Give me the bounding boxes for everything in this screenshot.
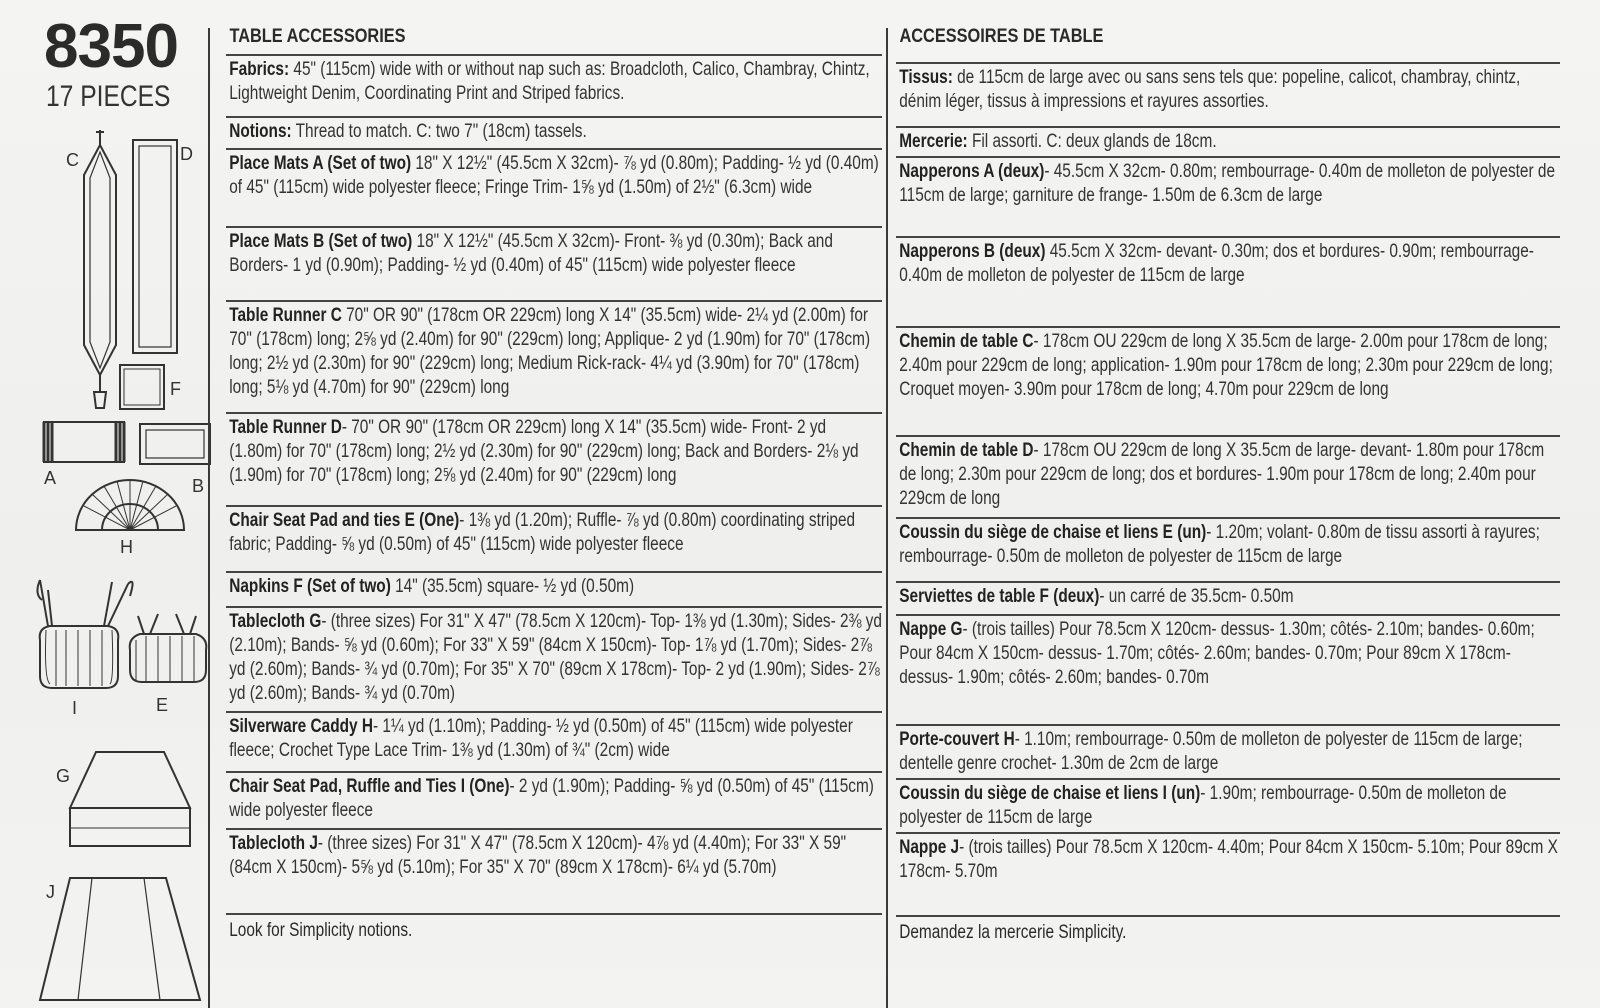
french-section-text: - un carré de 35.5cm- 0.50m: [1099, 586, 1294, 607]
silverware-caddy-h-drawing: [76, 480, 184, 530]
french-section-text: - 178cm OU 229cm de long X 35.5cm de large- devant- 1.80m pour 178cm de long; 2.30m pour 229cm de long; dos et bordures- 1.90m pour 178cm de long; 2.40m pour 229cm de long: [899, 440, 1545, 509]
english-section-text: - 1¼ yd (1.10m); Padding- ½ yd (0.50m) of 45" (115cm) wide polyester fleece; Crochet Type Lace Trim- 1⅜ yd (1.30m) of ¾" (2cm) wide: [229, 716, 853, 761]
english-section-text: - (three sizes) For 31" X 47" (78.5cm X 120cm)- Top- 1⅜ yd (1.30m); Sides- 2⅜ yd (2.10m); Bands- ⅝ yd (0.60m); For 33" X 59" (84cm X 150cm)- Top- 1⅞ yd (1.70m); Sides- 2⅞ yd (2.60m); Bands- ¾ yd (0.70m); For 35" X 70" (89cm X 178cm)- Top- 2 yd (1.90m); Sides- 2⅞ yd (2.60m); Bands- ¾ yd (0.70m): [229, 611, 882, 704]
english-section-heading: Notions:: [229, 121, 292, 142]
label-b: B: [192, 476, 205, 496]
english-footer-text: Look for Simplicity notions.: [229, 920, 413, 941]
french-section-heading: Chemin de table C: [899, 331, 1034, 352]
left-column: [0, 0, 214, 1008]
english-section-text: 45" (115cm) wide with or without nap such as: Broadcloth, Calico, Chambray, Chintz, Lightweight Denim, Coordinating Print and Striped fabrics.: [229, 59, 870, 104]
english-column: [226, 20, 882, 941]
english-section-text: 18" X 12½" (45.5cm X 32cm)- ⅞ yd (0.80m); Padding- ½ yd (0.40m) of 45" (115cm) wide polyester fleece; Fringe Trim- 1⅝ yd (1.50m) of 2½" (6.3cm) wide: [229, 153, 879, 198]
french-section-text: - (trois tailles) Pour 78.5cm X 120cm- 4.40m; Pour 84cm X 150cm- 5.10m; Pour 89cm X 178cm- 5.70m: [899, 837, 1558, 882]
label-c: C: [66, 150, 79, 170]
french-column: [896, 20, 1560, 943]
french-section-5: [896, 326, 1560, 437]
english-section-10: [226, 711, 882, 773]
french-section-heading: Coussin du siège de chaise et liens I (un): [899, 783, 1201, 804]
english-section-heading: Chair Seat Pad and ties E (One): [229, 510, 460, 531]
french-section-heading: Chemin de table D: [899, 440, 1034, 461]
seat-pad-i-drawing: [37, 580, 132, 688]
pieces-count: 17 PIECES: [46, 80, 171, 113]
english-section-text: - 2 yd (1.90m); Padding- ⅝ yd (0.50m) of 45" (115cm) wide polyester fleece: [229, 776, 874, 821]
english-section-heading: Tablecloth G: [229, 611, 322, 632]
english-section-12: [226, 828, 882, 915]
label-g: G: [56, 766, 71, 786]
french-section-7: [896, 517, 1560, 583]
english-section-2: [226, 116, 882, 150]
tablecloth-g-drawing: [70, 752, 190, 846]
english-section-1: [226, 54, 882, 118]
english-section-heading: Place Mats A (Set of two): [229, 153, 412, 174]
label-d: D: [180, 144, 193, 164]
french-section-heading: Mercerie:: [899, 131, 968, 152]
french-section-12: [896, 832, 1560, 917]
french-title: ACCESSOIRES DE TABLE: [899, 26, 1104, 47]
english-section-heading: Chair Seat Pad, Ruffle and Ties I (One): [229, 776, 510, 797]
english-section-heading: Fabrics:: [229, 59, 290, 80]
english-section-11: [226, 771, 882, 830]
english-section-heading: Tablecloth J: [229, 833, 318, 854]
french-section-heading: Nappe G: [899, 619, 963, 640]
french-section-heading: Coussin du siège de chaise et liens E (un): [899, 522, 1207, 543]
french-section-8: [896, 581, 1560, 616]
seat-pad-e-drawing: [130, 614, 207, 682]
left-divider: [208, 28, 210, 1008]
table-runner-c-drawing: [84, 130, 116, 408]
label-a: A: [44, 468, 57, 488]
label-i: I: [72, 698, 78, 718]
english-section-text: 18" X 12½" (45.5cm X 32cm)- Front- ⅜ yd (0.30m); Back and Borders- 1 yd (0.90m); Padding- ½ yd (0.40m) of 45" (115cm) wide polyester fleece: [229, 231, 833, 276]
line-drawings: [0, 0, 214, 1008]
english-section-5: [226, 300, 882, 414]
french-section-2: [896, 126, 1560, 158]
english-footer-note: [226, 913, 882, 943]
french-section-text: - 1.20m; volant- 0.80m de tissu assorti à rayures; rembourrage- 0.50m de molleton de polyester de 115cm de large: [899, 522, 1540, 567]
french-footer-note: [896, 915, 1560, 945]
french-section-10: [896, 724, 1560, 780]
english-section-heading: Table Runner D: [229, 417, 342, 438]
french-section-11: [896, 778, 1560, 834]
french-section-text: 45.5cm X 32cm- devant- 0.30m; dos et bordures- 0.90m; rembourrage- 0.40m de molleton de polyester de 115cm de large: [899, 241, 1534, 286]
english-section-text: - 1⅜ yd (1.20m); Ruffle- ⅞ yd (0.80m) coordinating striped fabric; Padding- ⅝ yd (0.50m) of 45" (115cm) wide polyester fleece: [229, 510, 856, 555]
french-section-heading: Napperons A (deux): [899, 161, 1045, 182]
label-e: E: [156, 695, 169, 715]
english-section-3: [226, 148, 882, 228]
label-h: H: [120, 537, 133, 557]
english-section-text: 14" (35.5cm) square- ½ yd (0.50m): [390, 576, 635, 597]
english-section-heading: Silverware Caddy H: [229, 716, 373, 737]
french-section-heading: Serviettes de table F (deux): [899, 586, 1100, 607]
french-section-text: - 45.5cm X 32cm- 0.80m; rembourrage- 0.40m de molleton de polyester de 115cm de large; garniture de frange- 1.50m de 6.3cm de large: [899, 161, 1556, 206]
french-section-heading: Napperons B (deux): [899, 241, 1046, 262]
french-section-heading: Porte-couvert H: [899, 729, 1015, 750]
label-f: F: [170, 379, 181, 399]
french-footer-text: Demandez la mercerie Simplicity.: [899, 922, 1127, 943]
english-section-text: Thread to match. C: two 7" (18cm) tassels.: [291, 121, 587, 142]
english-section-7: [226, 505, 882, 573]
french-section-text: - (trois tailles) Pour 78.5cm X 120cm- dessus- 1.30m; côtés- 2.10m; bandes- 0.60m; Pour 84cm X 150cm- dessus- 1.70m; côtés- 2.60m; bandes- 0.70m; Pour 89cm X 178cm- dessus- 1.90m; côtés- 2.60m; bandes- 0.70m: [899, 619, 1535, 688]
pattern-number: 8350: [44, 12, 178, 81]
placemat-a-drawing: [44, 422, 124, 462]
english-section-4: [226, 226, 882, 302]
english-section-heading: Napkins F (Set of two): [229, 576, 391, 597]
placemat-b-drawing: [140, 424, 210, 464]
french-section-3: [896, 156, 1560, 238]
napkin-f-drawing: [120, 365, 164, 409]
french-section-9: [896, 614, 1560, 726]
label-j: J: [46, 882, 55, 902]
tablecloth-j-drawing: [40, 878, 200, 1000]
english-section-text: - 70" OR 90" (178cm OR 229cm) long X 14" (35.5cm) wide- Front- 2 yd (1.80m) for 70" (178cm) long; 2½ yd (2.30m) for 90" (229cm) long; Back and Borders- 2⅛ yd (1.90m) for 70" (178cm) long; 2⅝ yd (2.40m) for 90" (229cm) long: [229, 417, 859, 486]
french-section-1: [896, 62, 1560, 128]
french-section-heading: Nappe J: [899, 837, 960, 858]
french-section-text: - 178cm OU 229cm de long X 35.5cm de large- 2.00m pour 178cm de long; 2.40m pour 229cm de long; application- 1.90m pour 178cm de long; 2.30m pour 229cm de long; Croquet moyen- 3.90m pour 178cm de long; 4.70m pour 229cm de long: [899, 331, 1553, 400]
table-runner-d-drawing: [133, 140, 177, 353]
english-section-text: 70" OR 90" (178cm OR 229cm) long X 14" (35.5cm) wide- 2¼ yd (2.00m) for 70" (178cm) long; 2⅝ yd (2.40m) for 90" (229cm) long; Applique- 2 yd (1.90m) for 70" (178cm) long; 2½ yd (2.30m) for 90" (229cm) long; Medium Rick-rack- 4¼ yd (3.90m) for 70" (178cm) long; 5⅛ yd (4.70m) for 90" (229cm) long: [229, 305, 871, 398]
english-title: TABLE ACCESSORIES: [229, 26, 406, 47]
english-section-6: [226, 412, 882, 507]
french-section-6: [896, 435, 1560, 519]
french-section-text: - 1.10m; rembourrage- 0.50m de molleton de polyester de 115cm de large; dentelle genre crochet- 1.30m de 2cm de large: [899, 729, 1523, 774]
center-divider: [886, 28, 888, 1008]
french-section-text: - 1.90m; rembourrage- 0.50m de molleton de polyester de 115cm de large: [899, 783, 1507, 828]
french-section-text: Fil assorti. C: deux glands de 18cm.: [967, 131, 1217, 152]
english-section-text: - (three sizes) For 31" X 47" (78.5cm X 120cm)- 4⅞ yd (4.40m); For 33" X 59" (84cm X 150cm)- 5⅝ yd (5.10m); For 35" X 70" (89cm X 178cm)- 6¼ yd (5.70m): [229, 833, 847, 878]
french-section-heading: Tissus:: [899, 67, 953, 88]
french-section-text: de 115cm de large avec ou sans sens tels que: popeline, calicot, chambray, chintz, dénim léger, tissus à impressions et rayures assorties.: [899, 67, 1521, 112]
english-section-heading: Place Mats B (Set of two): [229, 231, 413, 252]
english-section-8: [226, 571, 882, 608]
english-section-heading: Table Runner C: [229, 305, 342, 326]
english-section-9: [226, 606, 882, 713]
french-section-4: [896, 236, 1560, 328]
